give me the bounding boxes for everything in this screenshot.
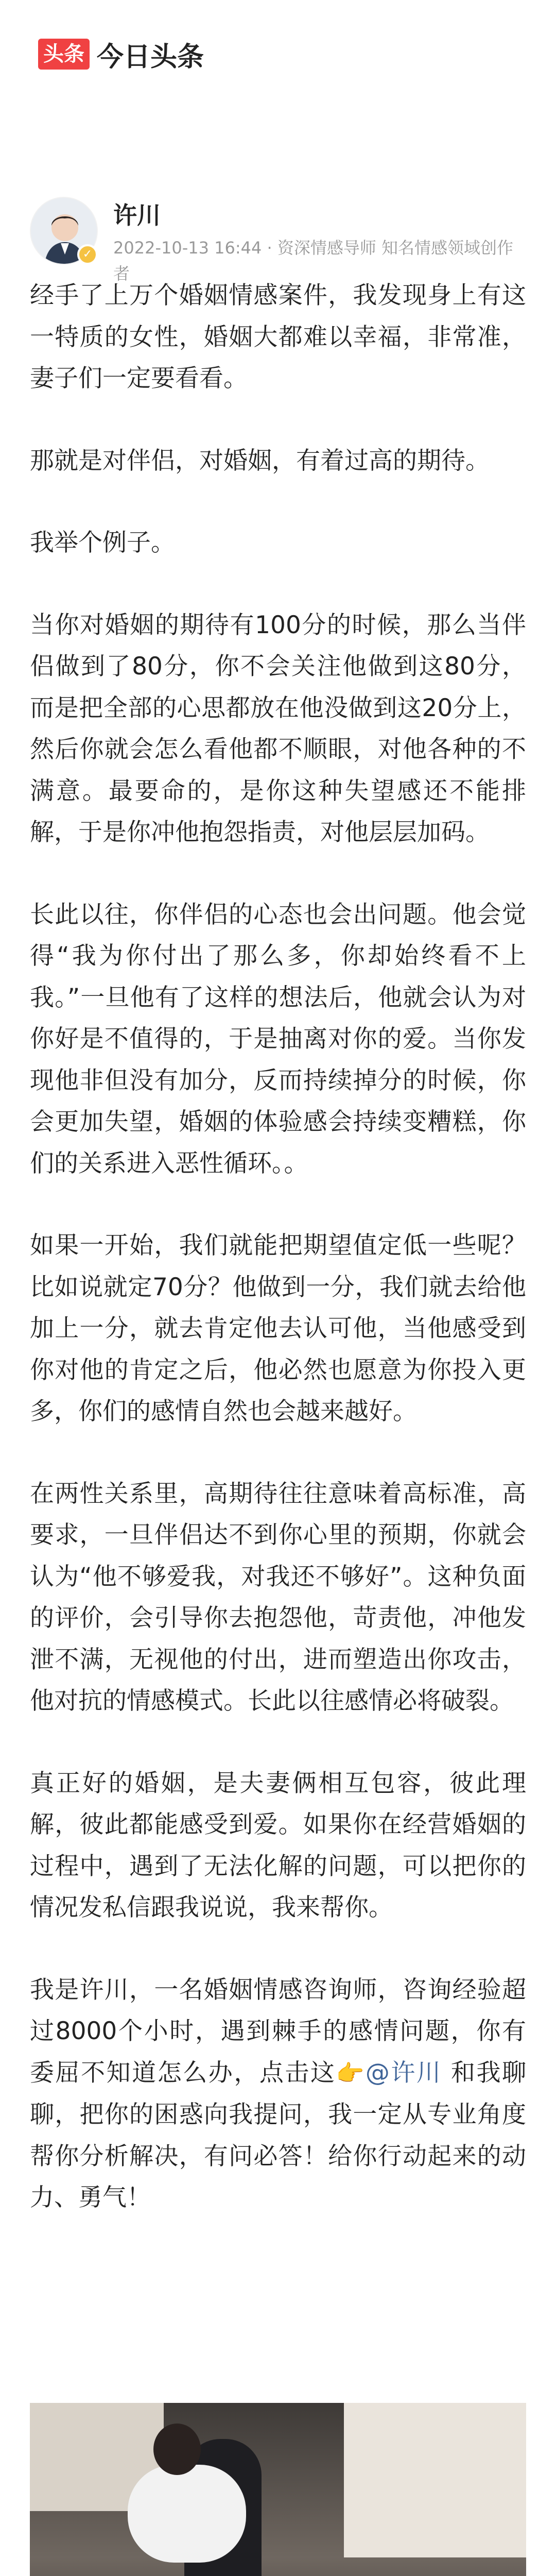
pointing-hand-icon: 👉: [336, 2060, 366, 2087]
article-image[interactable]: [30, 2403, 526, 2576]
article-body: [30, 275, 526, 2260]
article-paragraph: 那就是对伴侣，对婚姻，有着过高的期待。: [30, 446, 490, 475]
paragraph-text: 和我聊聊，把你的困惑向我提问，我一定从专业角度帮你分析解决，有问必答！给你行动起来的动力、勇气！: [30, 2058, 526, 2212]
image-person-head: [153, 2424, 201, 2475]
verified-icon: ✓: [77, 244, 98, 265]
article-paragraph: 长此以往，你伴侣的心态也会出问题。他会觉得“我为你付出了那么多，你却始终看不上我。”一旦他有了这样的想法后，他就会认为对你好是不值得的，于是抽离对你的爱。当你发现他非但没有加分，反而持续掉分的时候，你会更加失望，婚姻的体验感会持续变糟糕，你们的关系进入恶性循环。。: [30, 900, 526, 1178]
article-paragraph-last: [30, 1970, 526, 2219]
app-header: [0, 0, 556, 108]
author-name[interactable]: 许川: [113, 201, 161, 229]
article-paragraph: 真正好的婚姻，是夫妻俩相互包容，彼此理解，彼此都能感受到爱。如果你在经营婚姻的过程中，遇到了无法化解的问题，可以把你的情况发私信跟我说说，我来帮你。: [30, 1769, 526, 1922]
app-name: 今日头条: [97, 41, 204, 73]
brand-logo-badge: 头条: [38, 39, 90, 70]
author-meta: 2022-10-13 16:44 · 资深情感导师 知名情感领域创作者: [113, 238, 514, 283]
author-mention-link[interactable]: @许川: [365, 2058, 442, 2087]
image-person: [128, 2465, 246, 2563]
article-paragraph: 在两性关系里，高期待往往意味着高标准，高要求，一旦伴侣达不到你心里的预期，你就会认为“他不够爱我，对我还不够好”。这种负面的评价，会引导你去抱怨他，苛责他，冲他发泄不满，无视他的付出，进而塑造出你攻击，他对抗的情感模式。长此以往感情必将破裂。: [30, 1479, 526, 1715]
article-paragraph: 经手了上万个婚姻情感案件，我发现身上有这一特质的女性，婚姻大都难以幸福，非常准，妻子们一定要看看。: [30, 281, 526, 393]
paragraph-text: 我是许川，一名婚姻情感咨询师，咨询经验超过8000个小时，遇到棘手的感情问题，你有委屈不知道怎么办，点击这: [30, 1975, 526, 2087]
article-paragraph: 如果一开始，我们就能把期望值定低一些呢？比如说就定70分？他做到一分，我们就去给他加上一分，就去肯定他去认可他，当他感受到你对他的肯定之后，他必然也愿意为你投入更多，你们的感情自然也会越来越好。: [30, 1231, 526, 1426]
article-paragraph: 我举个例子。: [30, 529, 175, 557]
image-bg-cabinet: [344, 2403, 526, 2557]
article-paragraph: 当你对婚姻的期待有100分的时候，那么当伴侣做到了80分，你不会关注他做到这80分，而是把全部的心思都放在他没做到这20分上，然后你就会怎么看他都不顺眼，对他各种的不满意。最要命的，是你这种失望感还不能排解，于是你冲他抱怨指责，对他层层加码。: [30, 611, 526, 846]
